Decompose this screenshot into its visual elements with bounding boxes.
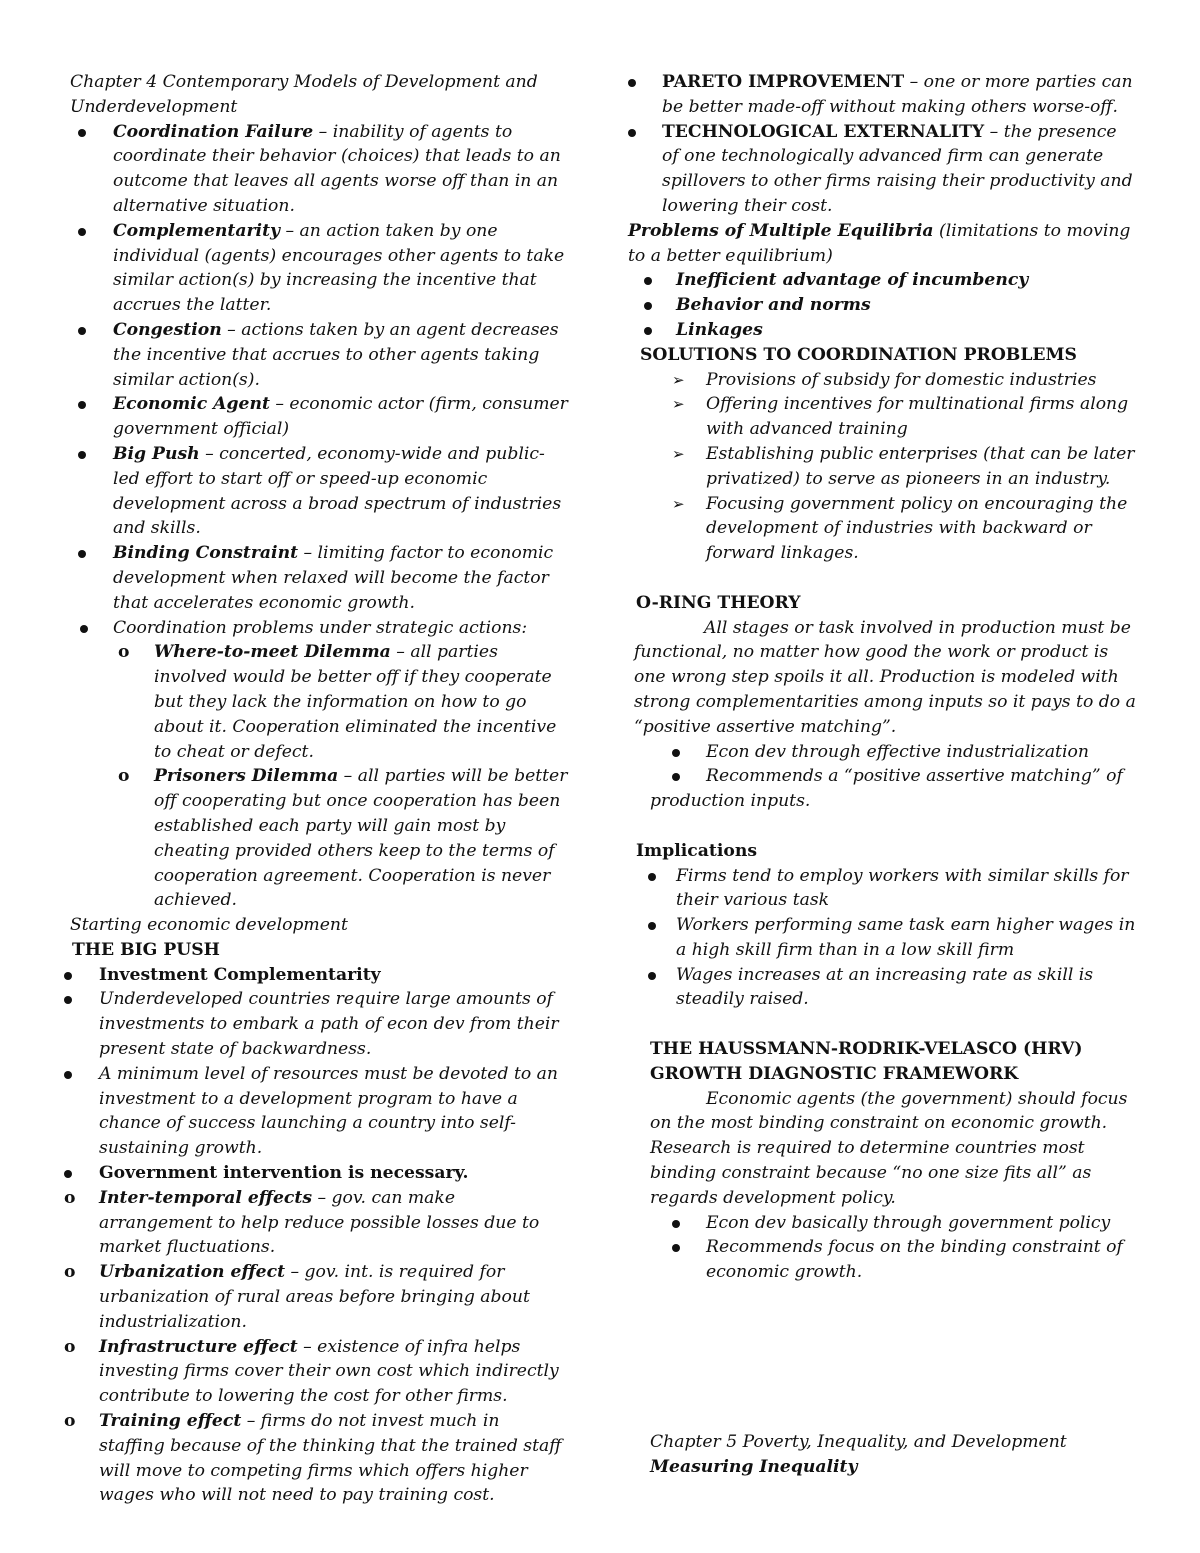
definition-item	[70, 442, 570, 541]
implications-heading: Implications	[636, 840, 758, 861]
effect-item: o Inter-temporal effects – gov. can make arrangement to help reduce possible losses due to market fluctuations.	[64, 1187, 540, 1258]
solution-item: ➢ Focusing government policy on encouraging the development of industries with backward or forward linkages.	[672, 493, 1128, 564]
left-column	[64, 70, 570, 1508]
bullet-icon	[644, 293, 652, 318]
bullet-icon	[78, 392, 86, 417]
arrow-bullet-icon: ➢	[672, 395, 685, 414]
bullet-icon	[80, 616, 88, 641]
solution-item: ➢ Establishing public enterprises (that can be later privatized) to serve as pioneers in an industry.	[672, 443, 1135, 489]
term-item: PARETO IMPROVEMENT – one or more parties can be better made-off without making others worse-off.	[628, 70, 1138, 120]
definition: – limiting factor to economic development when relaxed will become the factor that accelerates economic growth.	[113, 543, 554, 613]
big-push-item: A minimum level of resources must be devoted to an investment to a development program to have a chance of success launching a country into self-sustaining growth.	[70, 1062, 570, 1161]
bullet-icon	[64, 1161, 72, 1186]
dilemma-item	[70, 764, 570, 913]
right-column	[628, 70, 1138, 1285]
bullet-icon	[64, 1062, 72, 1087]
term: Coordination Failure	[113, 121, 314, 142]
big-push-item: Investment Complementarity	[70, 963, 570, 988]
circle-bullet-icon: o	[64, 1187, 76, 1208]
multiple-equilibria: Problems of Multiple Equilibria (limitations to moving to a better equilibrium)	[628, 220, 1131, 266]
effect-item: o Infrastructure effect – existence of infra helps investing firms cover their own cost which indirectly contribute to lowering the cost for other firms.	[64, 1336, 559, 1407]
term: Where-to-meet Dilemma	[154, 642, 391, 663]
big-push-heading: THE BIG PUSH	[72, 939, 220, 960]
hrv-paragraph: Economic agents (the government) should focus on the most binding constraint on economic growth. Research is required to determine countries most binding constraint because “no one size fits all” as regards development policy.	[650, 1088, 1128, 1208]
definition: – all parties involved would be better off if they cooperate but they lack the information on how to go about it. Cooperation eliminated the incentive to cheat or defect.	[154, 642, 557, 762]
bullet-icon	[648, 864, 656, 889]
bullet-icon	[78, 442, 86, 467]
oring-paragraph: All stages or task involved in production must be functional, no matter how good the work or product is one wrong step spoils it all. Production is modeled with strong complementarities among inputs so it pays to do a “positive assertive matching”.	[634, 617, 1136, 737]
solution-item: ➢ Provisions of subsidy for domestic industries	[628, 368, 1138, 393]
solutions-heading: SOLUTIONS TO COORDINATION PROBLEMS	[640, 344, 1077, 365]
bullet-icon	[672, 740, 680, 765]
implication-item: Firms tend to employ workers with similar skills for their various task	[628, 864, 1138, 914]
bullet-icon	[78, 120, 86, 145]
oring-item: Recommends a “positive assertive matching” of production inputs.	[650, 766, 1123, 812]
arrow-bullet-icon: ➢	[672, 444, 685, 463]
starting-economic-development: Starting economic development	[70, 915, 348, 936]
equilibria-item: Linkages	[628, 318, 1138, 343]
big-push-item: Underdeveloped countries require large amounts of investments to embark a path of econ dev from their present state of backwardness.	[70, 987, 570, 1061]
bullet-icon	[672, 764, 680, 789]
bullet-icon	[64, 963, 72, 988]
oring-heading: O-RING THEORY	[636, 592, 801, 613]
chapter-4-title: Chapter 4 Contemporary Models of Development and Underdevelopment	[70, 72, 538, 117]
definition: – all parties will be better off cooperating but once cooperation has been established each party will gain most by cheating provided others keep to the terms of cooperation agreement. Cooperation is never achieved.	[154, 766, 568, 911]
hrv-item: Recommends focus on the binding constraint of economic growth.	[628, 1235, 1138, 1285]
definition-item	[70, 392, 570, 442]
term-item: TECHNOLOGICAL EXTERNALITY – the presence of one technologically advanced firm can generate spillovers to other firms raising their productivity and lowering their cost.	[628, 120, 1138, 219]
bullet-icon	[672, 1235, 680, 1260]
definition-item	[70, 120, 570, 219]
bullet-icon	[648, 913, 656, 938]
hrv-item: Econ dev basically through government policy	[628, 1211, 1138, 1236]
hrv-heading: THE HAUSSMANN-RODRIK-VELASCO (HRV) GROWTH DIAGNOSTIC FRAMEWORK	[650, 1039, 1083, 1084]
bullet-icon	[672, 1211, 680, 1236]
term: Big Push	[113, 443, 200, 464]
big-push-item: Government intervention is necessary.	[70, 1161, 570, 1186]
bullet-icon	[78, 541, 86, 566]
definition: – actions taken by an agent decreases the incentive that accrues to other agents taking similar action(s).	[113, 319, 559, 390]
coordination-intro: Coordination problems under strategic actions:	[70, 616, 570, 641]
definition: – concerted, economy-wide and public-led effort to start off or speed-up economic development across a broad spectrum of industries and skills.	[113, 443, 562, 539]
effect-item: o Urbanization effect – gov. int. is required for urbanization of rural areas before bringing about industrialization.	[64, 1262, 530, 1332]
arrow-bullet-icon: ➢	[672, 494, 685, 513]
equilibria-item: Behavior and norms	[628, 293, 1138, 318]
bullet-icon	[628, 120, 636, 145]
bullet-icon	[628, 70, 636, 95]
definition-item	[70, 318, 570, 392]
bullet-icon	[644, 268, 652, 293]
implication-item: Workers performing same task earn higher wages in a high skill firm than in a low skill firm	[628, 913, 1138, 963]
circle-bullet-icon: o	[64, 1262, 76, 1283]
equilibria-item: Inefficient advantage of incumbency	[628, 268, 1138, 293]
chapter-5-block	[650, 1430, 1067, 1480]
term: Complementarity	[113, 220, 281, 241]
term: Prisoners Dilemma	[154, 766, 339, 787]
bullet-icon	[644, 318, 652, 343]
term: Economic Agent	[113, 394, 270, 415]
definition-item	[70, 219, 570, 318]
definition: – an action taken by one individual (agents) encourages other agents to take similar action(s) by increasing the incentive that accrues the latter.	[113, 220, 565, 316]
circle-bullet-icon: o	[64, 1411, 76, 1432]
circle-bullet-icon: o	[64, 1336, 76, 1357]
definition: – economic actor (firm, consumer government official)	[113, 394, 568, 440]
effect-item: o Training effect – firms do not invest much in staffing because of the thinking that the trained staff will move to competing firms which offers higher wages who will not need to pay training cost.	[64, 1411, 562, 1506]
bullet-icon	[78, 318, 86, 343]
definition-item	[70, 541, 570, 615]
oring-item: Econ dev through effective industrialization	[628, 740, 1138, 765]
implication-item: Wages increases at an increasing rate as skill is steadily raised.	[628, 963, 1138, 1013]
circle-bullet-icon: o	[118, 642, 130, 663]
circle-bullet-icon: o	[118, 766, 130, 787]
chapter-5-title: Chapter 5 Poverty, Inequality, and Development	[650, 1432, 1067, 1452]
solution-item: ➢ Offering incentives for multinational firms along with advanced training	[672, 394, 1129, 440]
bullet-icon	[648, 963, 656, 988]
measuring-inequality: Measuring Inequality	[650, 1456, 858, 1477]
bullet-icon	[78, 219, 86, 244]
term: Binding Constraint	[113, 543, 299, 564]
definition: – inability of agents to coordinate their behavior (choices) that leads to an outcome that leaves all agents worse off than in an alternative situation.	[113, 121, 561, 216]
arrow-bullet-icon: ➢	[672, 370, 685, 389]
dilemma-item	[70, 640, 570, 764]
bullet-icon	[64, 987, 72, 1012]
term: Congestion	[113, 319, 222, 340]
